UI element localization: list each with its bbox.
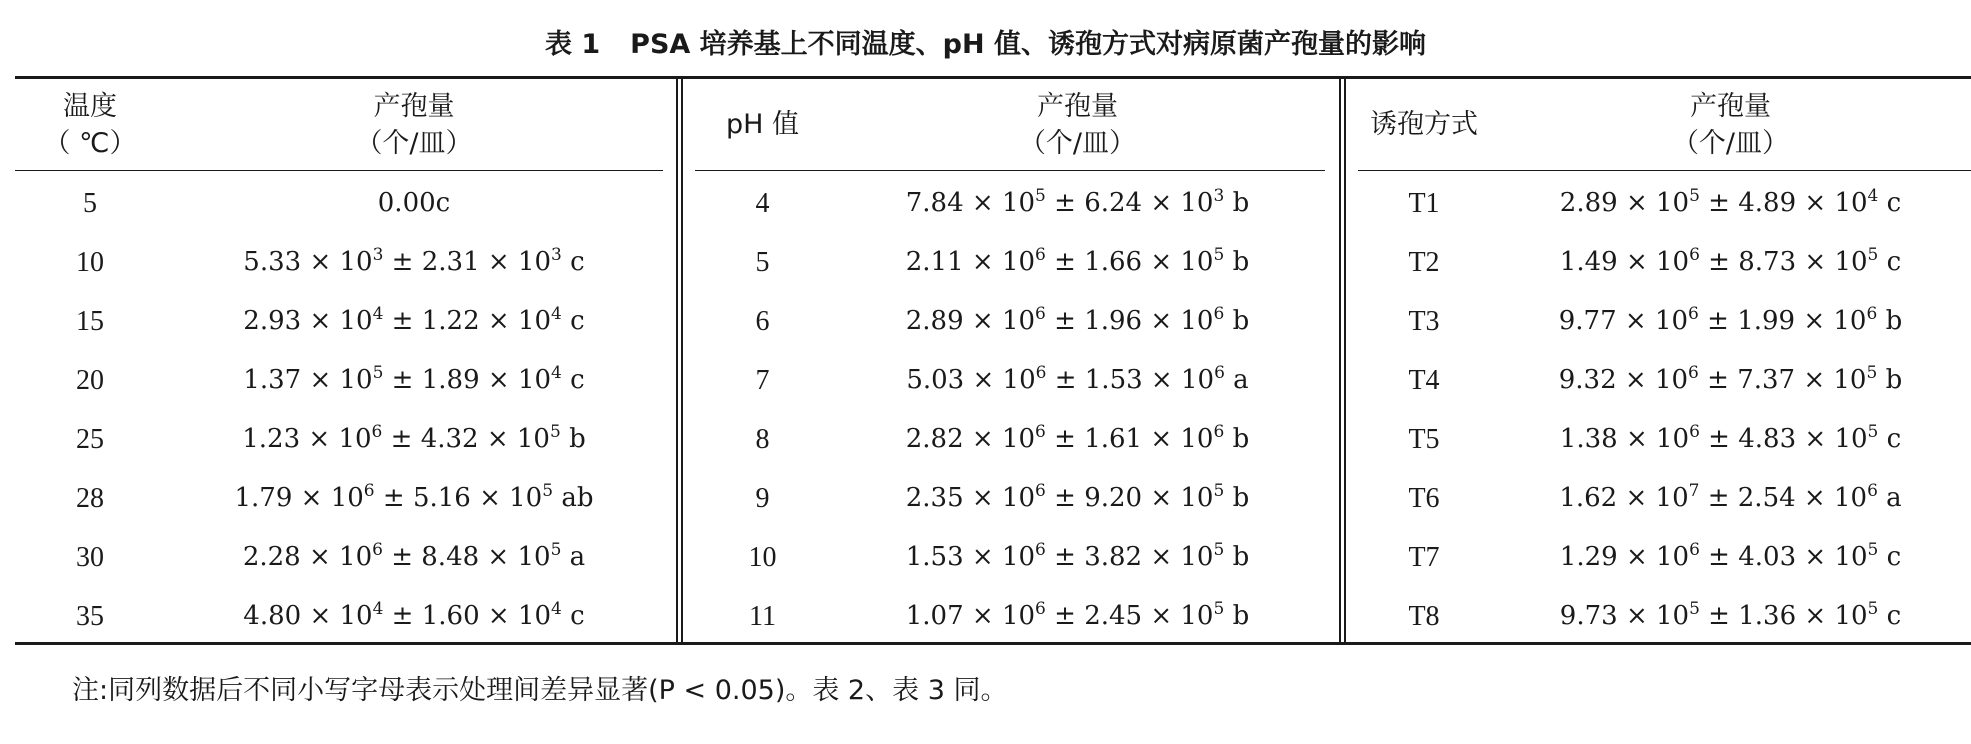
- table-cell-value: $5.33 \times 10^3 \pm 2.31 \times 10^3$ c: [243, 245, 585, 277]
- table-cell-value: $9.73 \times 10^5 \pm 1.36 \times 10^5$ c: [1559, 599, 1902, 631]
- table-cell-value: $1.49 \times 10^6 \pm 8.73 \times 10^5$ c: [1559, 245, 1902, 277]
- table-cell-key: 5: [755, 247, 770, 278]
- table-cell-value: $2.28 \times 10^6 \pm 8.48 \times 10^5$ a: [242, 540, 586, 572]
- table-cell-value: $2.89 \times 10^5 \pm 4.89 \times 10^4$ c: [1559, 186, 1902, 218]
- table-cell-value: $1.23 \times 10^6 \pm 4.32 \times 10^5$ b: [242, 422, 586, 454]
- header-underline: [15, 170, 663, 171]
- table-caption-title: PSA 培养基上不同温度、pH 值、诱孢方式对病原菌产孢量的影响: [630, 29, 1427, 60]
- table-cell-value: $1.79 \times 10^6 \pm 5.16 \times 10^5$ ab: [234, 481, 594, 513]
- table-cell-key: T4: [1408, 365, 1440, 396]
- table-cell-value: $2.35 \times 10^6 \pm 9.20 \times 10^5$ b: [905, 481, 1250, 513]
- group-separator: [1339, 77, 1346, 643]
- table-cell-key: T2: [1408, 247, 1440, 278]
- table-cell-key: T3: [1408, 306, 1440, 337]
- group-separator: [676, 77, 683, 643]
- table-cell-key: 10: [748, 542, 777, 573]
- table-cell-value: $1.07 \times 10^6 \pm 2.45 \times 10^5$ b: [905, 599, 1250, 631]
- table-cell-value: $9.32 \times 10^6 \pm 7.37 \times 10^5$ b: [1558, 363, 1903, 395]
- table-cell-key: 30: [76, 542, 104, 573]
- table-top-rule: [15, 76, 1971, 79]
- table-cell-key: 28: [76, 483, 104, 514]
- table-cell-key: 20: [76, 365, 104, 396]
- table-cell-value: $7.84 \times 10^5 \pm 6.24 \times 10^3$ b: [905, 186, 1250, 218]
- table-cell-key: 5: [83, 188, 97, 219]
- table-cell-key: 7: [755, 365, 770, 396]
- header-underline: [1358, 170, 1971, 171]
- table-cell-key: T5: [1408, 424, 1440, 455]
- table-cell-value: $4.80 \times 10^4 \pm 1.60 \times 10^4$ c: [243, 599, 585, 631]
- table-cell-value: $1.62 \times 10^7 \pm 2.54 \times 10^6$ a: [1559, 481, 1902, 513]
- table-cell-key: 10: [76, 247, 104, 278]
- table-cell-key: 9: [755, 483, 770, 514]
- table-cell-value: $2.11 \times 10^6 \pm 1.66 \times 10^5$ b: [905, 245, 1250, 277]
- table-caption-label: 表 1: [544, 29, 601, 60]
- table-cell-key: T1: [1408, 188, 1440, 219]
- column-header-key: 诱孢方式: [1370, 109, 1478, 140]
- table-cell-value: $2.89 \times 10^6 \pm 1.96 \times 10^6$ b: [905, 304, 1250, 336]
- column-header-spore-yield: 产孢量 （个/皿）: [1671, 91, 1790, 159]
- table-cell-key: 11: [749, 601, 776, 632]
- column-header-spore-yield: 产孢量 （个/皿）: [1018, 91, 1137, 159]
- column-header-spore-yield: 产孢量 （个/皿）: [355, 91, 473, 159]
- table-cell-value: $1.29 \times 10^6 \pm 4.03 \times 10^5$ c: [1559, 540, 1902, 572]
- table-cell-key: 15: [76, 306, 104, 337]
- table-cell-key: T7: [1408, 542, 1440, 573]
- table-cell-value: $9.77 \times 10^6 \pm 1.99 \times 10^6$ b: [1558, 304, 1903, 336]
- table-cell-value: $2.93 \times 10^4 \pm 1.22 \times 10^4$ c: [243, 304, 585, 336]
- table-caption: [0, 22, 1971, 61]
- header-underline: [695, 170, 1325, 171]
- table-cell-key: 4: [755, 188, 770, 219]
- table-cell-key: 35: [76, 601, 104, 632]
- column-header-key: pH 值: [725, 109, 800, 140]
- column-header-key: 温度 （ ℃）: [43, 91, 137, 159]
- table-cell-key: 6: [755, 306, 770, 337]
- table-cell-key: 25: [76, 424, 104, 455]
- table-cell-key: T6: [1408, 483, 1440, 514]
- table-cell-value: 0.00c: [377, 188, 451, 218]
- table-cell-value: $2.82 \times 10^6 \pm 1.61 \times 10^6$ b: [905, 422, 1250, 454]
- table-cell-key: 8: [755, 424, 770, 455]
- table-cell-value: $1.37 \times 10^5 \pm 1.89 \times 10^4$ c: [243, 363, 585, 395]
- table-cell-value: $1.53 \times 10^6 \pm 3.82 \times 10^5$ b: [905, 540, 1250, 572]
- table-cell-value: $1.38 \times 10^6 \pm 4.83 \times 10^5$ c: [1559, 422, 1902, 454]
- table-cell-value: $5.03 \times 10^6 \pm 1.53 \times 10^6$ a: [906, 363, 1249, 395]
- table-cell-key: T8: [1408, 601, 1440, 632]
- table-note: 注:同列数据后不同小写字母表示处理间差异显著(P < 0.05)。表 2、表 3 同。: [72, 675, 1008, 706]
